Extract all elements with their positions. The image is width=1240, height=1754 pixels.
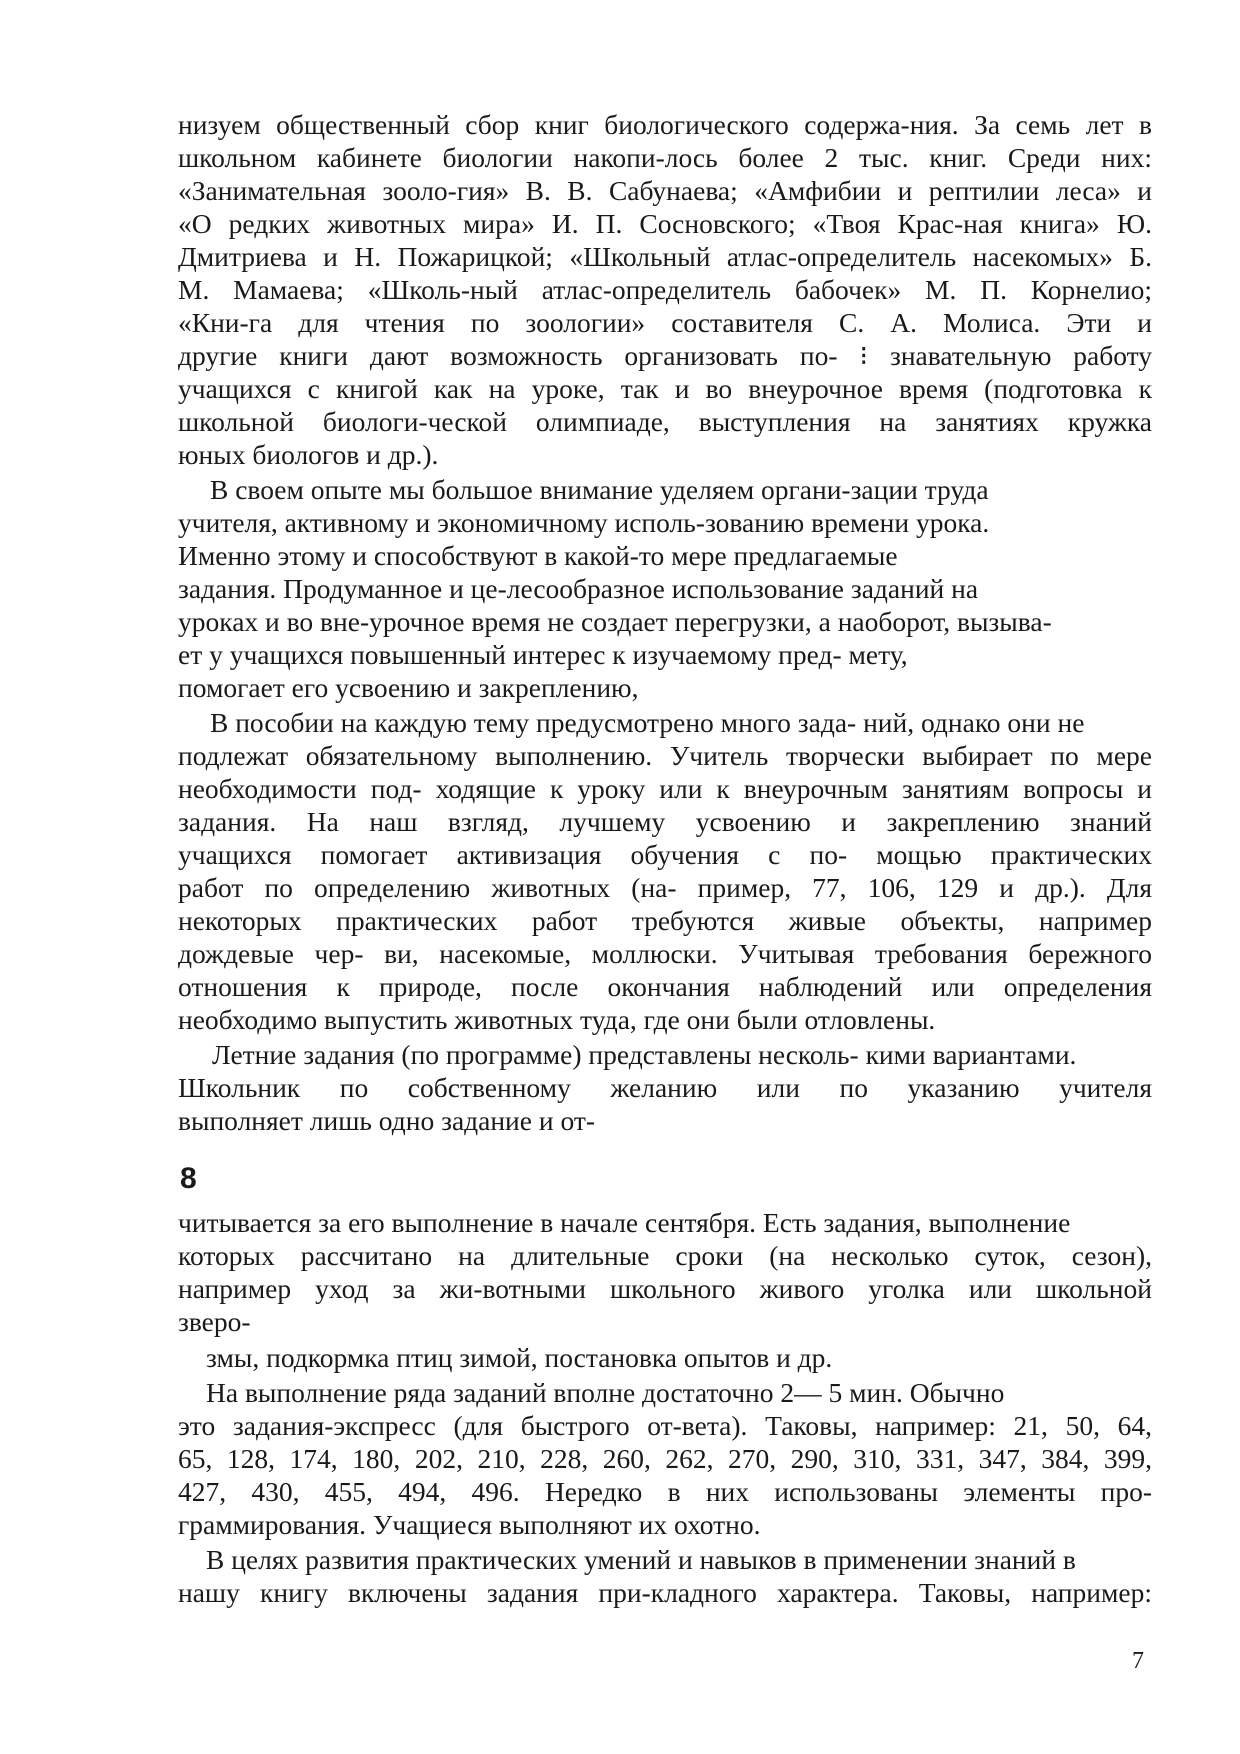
text-line: работ по определению животных (на- пример, 77, 106, 129 и др.). Для xyxy=(178,872,1152,903)
text-line: Школьник по собственному желанию или по указанию учителя xyxy=(178,1072,1152,1103)
text-line: необходимости под- ходящие к уроку или к внеурочным занятиям вопросы и xyxy=(178,773,1152,804)
text-line: граммирования. Учащиеся выполняют их охотно. xyxy=(178,1509,761,1540)
text-line: учащихся с книгой как на уроке, так и во внеурочное время (подготовка к xyxy=(178,373,1152,404)
text-line: «О редких животных мира» И. П. Сосновского; «Твоя Крас-ная книга» Ю. xyxy=(178,208,1152,239)
text-line: выполняет лишь одно задание и от- xyxy=(178,1105,596,1136)
text-line: 65, 128, 174, 180, 202, 210, 228, 260, 262, 270, 290, 310, 331, 347, 384, 399, xyxy=(178,1443,1152,1474)
text-line: которых рассчитано на длительные сроки (на несколько суток, сезон), xyxy=(178,1240,1152,1271)
text-line: некоторых практических работ требуются живые объекты, например xyxy=(178,905,1152,936)
text-line: уроках и во вне-урочное время не создает перегрузки, а наоборот, вызыва- xyxy=(178,606,1052,637)
text-line: учителя, активному и экономичному исполь-зованию времени урока. xyxy=(178,507,990,538)
text-line: М. Мамаева; «Школь-ный атлас-определитель бабочек» М. П. Корнелио; xyxy=(178,274,1152,305)
text-line: отношения к природе, после окончания наблюдений или определения xyxy=(178,971,1152,1002)
text-line: юных биологов и др.). xyxy=(178,439,439,470)
text-line: другие книги дают возможность организовать по- ⁝ знавательную работу xyxy=(178,340,1152,371)
page-number: 7 xyxy=(1132,1648,1144,1674)
text-line: это задания-экспресс (для быстрого от-вета). Таковы, например: 21, 50, 64, xyxy=(178,1410,1152,1441)
text-line: 427, 430, 455, 494, 496. Нередко в них использованы элементы про- xyxy=(178,1476,1152,1507)
text-line: дождевые чер- ви, насекомые, моллюски. Учитывая требования бережного xyxy=(178,938,1152,969)
text-line: зверо- xyxy=(178,1306,251,1337)
text-line: На выполнение ряда заданий вполне достаточно 2— 5 мин. Обычно xyxy=(206,1377,1005,1408)
text-line: школьной биологи-ческой олимпиаде, выступления на занятиях кружка xyxy=(178,406,1152,437)
text-line: «Кни-га для чтения по зоологии» составителя С. А. Молиса. Эти и xyxy=(178,307,1152,338)
text-line: школьном кабинете биологии накопи-лось более 2 тыс. книг. Среди них: xyxy=(178,142,1152,173)
text-line: например уход за жи-вотными школьного живого уголка или школьной xyxy=(178,1273,1152,1304)
text-line: необходимо выпустить животных туда, где они были отловлены. xyxy=(178,1004,936,1035)
text-line: низуем общественный сбор книг биологического содержа-ния. За семь лет в xyxy=(178,109,1152,140)
text-line: В пособии на каждую тему предусмотрено много зада- ний, однако они не xyxy=(210,707,1085,738)
text-line: Летние задания (по программе) представлены несколь- кими вариантами. xyxy=(212,1039,1077,1070)
text-line: В своем опыте мы большое внимание уделяем органи-зации труда xyxy=(210,474,989,505)
text-line: «Занимательная зооло-гия» В. В. Сабунаева; «Амфибии и рептилии леса» и xyxy=(178,175,1152,206)
text-line: В целях развития практических умений и навыков в применении знаний в xyxy=(206,1544,1076,1575)
text-line: змы, подкормка птиц зимой, постановка опытов и др. xyxy=(206,1342,833,1373)
text-line: нашу книгу включены задания при-кладного характера. Таковы, например: xyxy=(178,1577,1152,1608)
text-line: Дмитриева и Н. Пожарицкой; «Школьный атлас-определитель насекомых» Б. xyxy=(178,241,1152,272)
text-line: учащихся помогает активизация обучения с по- мощью практических xyxy=(178,839,1152,870)
text-line: задания. Продуманное и це-лесообразное использование заданий на xyxy=(178,573,979,604)
text-line: подлежат обязательному выполнению. Учитель творчески выбирает по мере xyxy=(178,740,1152,771)
text-line: читывается за его выполнение в начале сентября. Есть задания, выполнение xyxy=(178,1207,1071,1238)
text-line: Именно этому и способствуют в какой-то мере предлагаемые xyxy=(178,540,898,571)
text-line: ет у учащихся повышенный интерес к изучаемому пред- мету, xyxy=(178,639,908,670)
text-line: помогает его усвоению и закреплению, xyxy=(178,672,639,703)
section-number: 8 xyxy=(180,1162,197,1195)
text-line: задания. На наш взгляд, лучшему усвоению и закреплению знаний xyxy=(178,806,1152,837)
